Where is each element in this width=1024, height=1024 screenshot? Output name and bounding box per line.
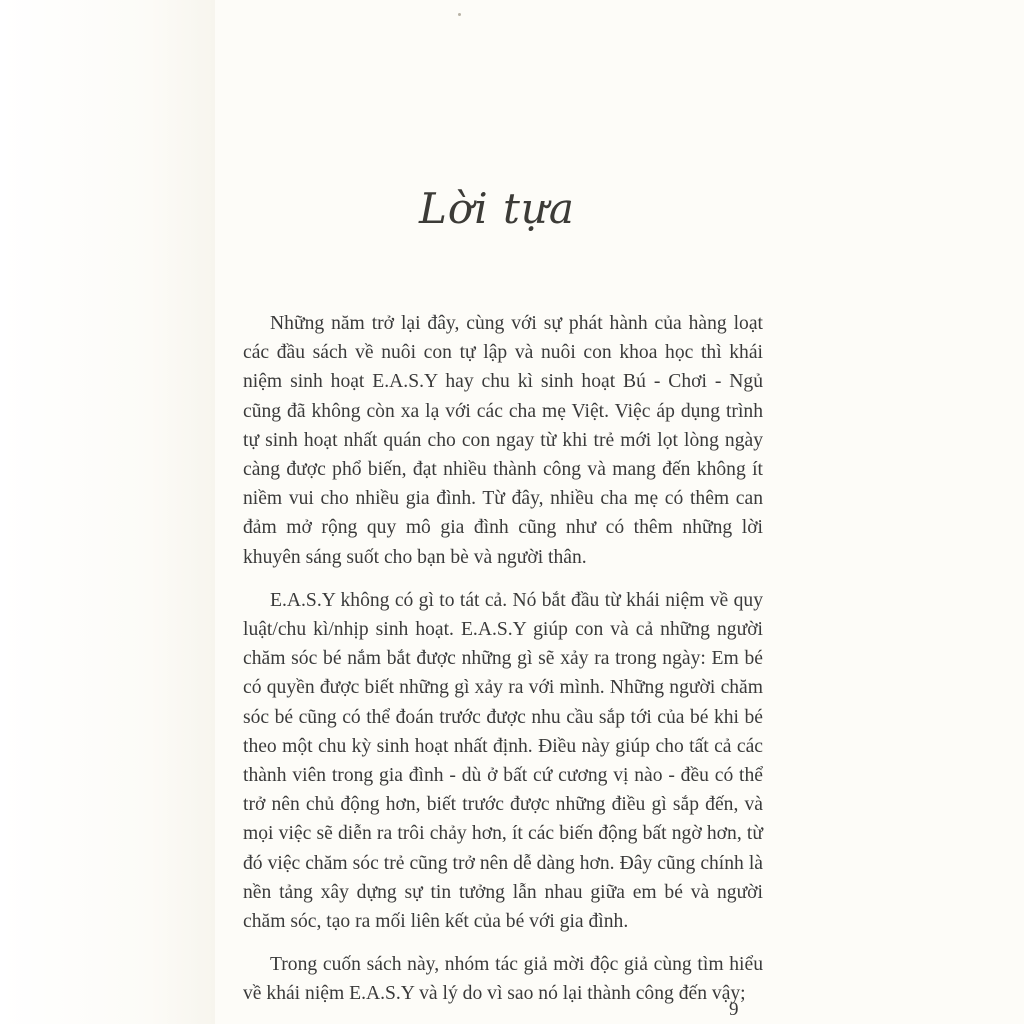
paragraph-3: Trong cuốn sách này, nhóm tác giả mời độc giả cùng tìm hiểu về khái niệm E.A.S.Y và lý do vì sao nó lại thành công đến vậy;: [243, 954, 763, 1005]
paragraph-2: E.A.S.Y không có gì to tát cả. Nó bắt đầu từ khái niệm về quy luật/chu kì/nhịp sinh hoạt. E.A.S.Y giúp con và cả những người chăm sóc bé nắm bắt được những gì sẽ xảy ra trong ngày: Em bé có quyền được biết những gì xảy ra với mình. Những người chăm sóc bé cũng có thể đoán trước được nhu cầu sắp tới của bé khi bé theo một chu kỳ sinh hoạt nhất định. Điều này giúp cho tất cả các thành viên trong gia đình - dù ở bất cứ cương vị nào - đều có thể trở nên chủ động hơn, biết trước được những điều gì sắp đến, và mọi việc sẽ diễn ra trôi chảy hơn, ít các biến động bất ngờ hơn, từ đó việc chăm sóc trẻ cũng trở nên dễ dàng hơn. Đây cũng chính là nền tảng xây dựng sự tin tưởng lẫn nhau giữa em bé và người chăm sóc, tạo ra mối liên kết của bé với gia đình.: [243, 589, 763, 933]
chapter-title: Lời tựa: [419, 184, 575, 233]
paragraph-1: Những năm trở lại đây, cùng với sự phát hành của hàng loạt các đầu sách về nuôi con tự lập và nuôi con khoa học thì khái niệm sinh hoạt E.A.S.Y hay chu kì sinh hoạt Bú - Chơi - Ngủ cũng đã không còn xa lạ với các cha mẹ Việt. Việc áp dụng trình tự sinh hoạt nhất quán cho con ngay từ khi trẻ mới lọt lòng ngày càng được phổ biến, đạt nhiều thành công và mang đến không ít niềm vui cho nhiều gia đình. Từ đây, nhiều cha mẹ có thêm can đảm mở rộng quy mô gia đình cũng như có thêm những lời khuyên sáng suốt cho bạn bè và người thân.: [243, 313, 763, 568]
body-text: [243, 309, 763, 1023]
page-mark: [458, 13, 461, 16]
page-number: 9: [729, 999, 739, 1020]
page-gutter: [0, 0, 215, 1024]
